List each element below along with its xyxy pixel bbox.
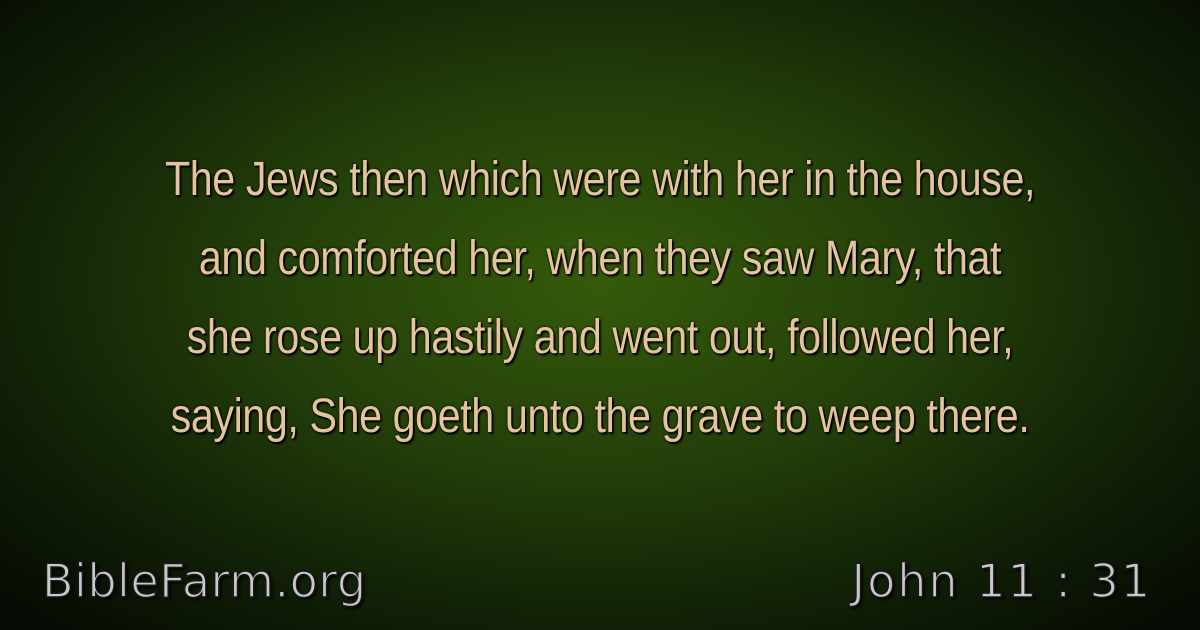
verse-line: she rose up hastily and went out, followed her,	[186, 311, 1014, 364]
verse-line: The Jews then which were with her in the house,	[164, 153, 1036, 206]
verse-reference: John 11 : 31	[851, 554, 1152, 608]
verse-line: saying, She goeth unto the grave to weep there.	[170, 390, 1030, 443]
verse-line: and comforted her, when they saw Mary, that	[198, 232, 1002, 285]
site-name: BibleFarm.org	[42, 554, 367, 608]
verse-text	[118, 140, 1081, 456]
